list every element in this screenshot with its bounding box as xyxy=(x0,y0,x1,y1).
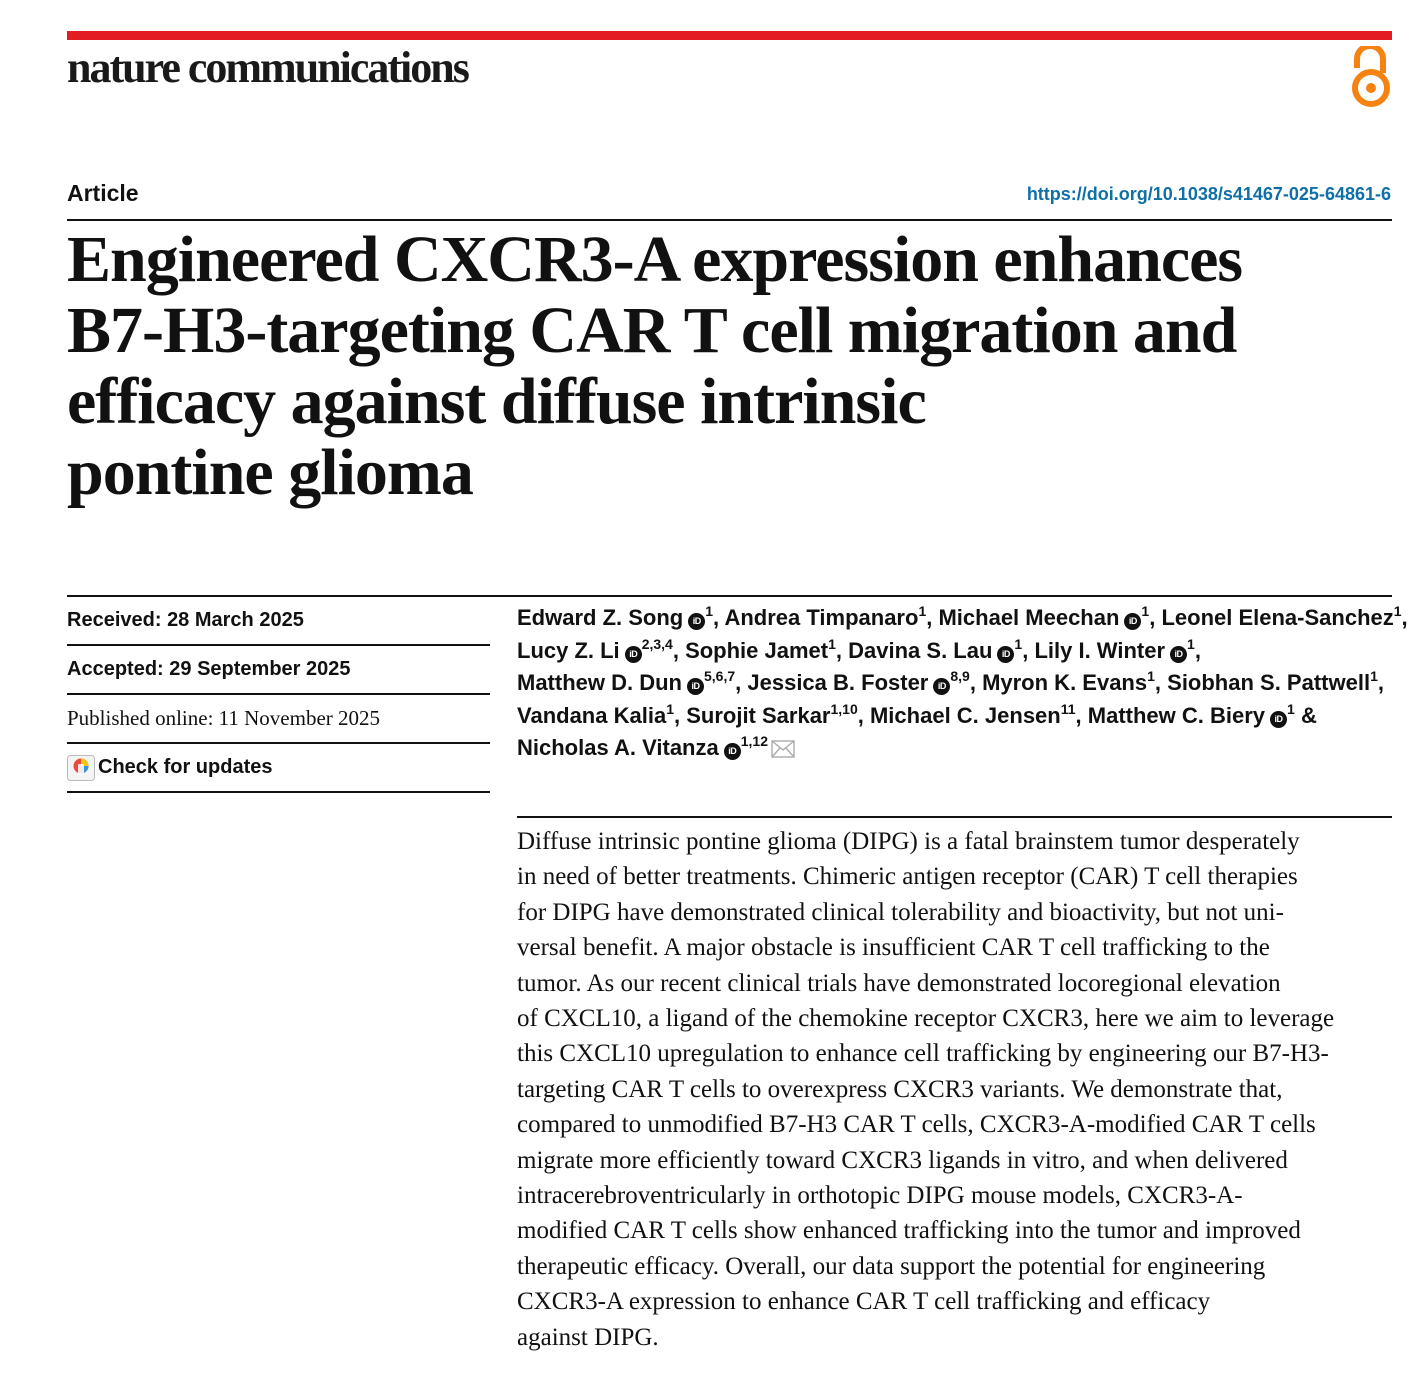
open-access-icon[interactable] xyxy=(1349,46,1393,110)
journal-name[interactable]: nature communications xyxy=(67,43,468,92)
abstract-line: in need of better treatments. Chimeric antigen receptor (CAR) T cell therapies xyxy=(517,863,1298,891)
published-label: Published online: xyxy=(67,706,214,730)
check-for-updates-button[interactable] xyxy=(67,744,490,793)
orcid-icon[interactable]: iD xyxy=(724,743,741,760)
affiliation-number: 1 xyxy=(1014,635,1023,652)
abstract-line: compared to unmodified B7-H3 CAR T cells, CXCR3-A-modified CAR T cells xyxy=(517,1111,1316,1139)
author-name[interactable]: Lily I. Winter xyxy=(1034,637,1166,663)
abstract-line: against DIPG. xyxy=(517,1323,659,1351)
received-date xyxy=(67,597,490,646)
accepted-value: 29 September 2025 xyxy=(169,658,351,680)
author-name[interactable]: Matthew D. Dun xyxy=(517,670,682,695)
email-icon[interactable] xyxy=(771,740,795,758)
author-name[interactable]: Siobhan S. Pattwell xyxy=(1167,670,1371,695)
author-name[interactable]: Matthew C. Biery xyxy=(1087,702,1266,728)
affiliation-number: 1 xyxy=(918,603,927,619)
abstract-line: migrate more efficiently toward CXCR3 ligands in vitro, and when delivered xyxy=(517,1146,1288,1174)
affiliation-number: 1 xyxy=(828,635,836,652)
published-value: 11 November 2025 xyxy=(218,706,381,730)
article-title xyxy=(67,224,1367,508)
affiliation-number: 1 xyxy=(1393,603,1402,619)
affiliation-number: 5,6,7 xyxy=(704,668,736,684)
author-name[interactable]: Jessica B. Foster xyxy=(747,670,929,695)
author-name[interactable]: Michael Meechan xyxy=(938,605,1120,630)
affiliation-number: 1 xyxy=(1147,668,1155,684)
affiliation-number: 1 xyxy=(1141,603,1150,619)
received-label: Received: xyxy=(67,609,162,631)
author-line: Edward Z. Song $iD^1$, Andrea Timpanaro$^1$, Michael Meechan $iD^1$, Leonel Elena-Sanchez$^1$, xyxy=(517,603,1408,630)
author-list xyxy=(517,602,1408,765)
affiliation-number: 1 xyxy=(1287,700,1295,717)
author-name[interactable]: Andrea Timpanaro xyxy=(724,605,919,630)
author-name[interactable]: Nicholas A. Vitanza xyxy=(517,735,719,760)
affiliation-number: 2,3,4 xyxy=(641,635,673,652)
abstract xyxy=(517,824,1397,1355)
author-name[interactable]: Sophie Jamet xyxy=(685,637,829,663)
orcid-icon[interactable]: iD xyxy=(688,613,705,630)
author-name[interactable]: Edward Z. Song xyxy=(517,605,684,630)
header-divider xyxy=(67,219,1392,221)
author-line xyxy=(517,732,1397,765)
published-date xyxy=(67,695,490,744)
check-for-updates-icon xyxy=(67,755,95,781)
author-name[interactable]: Davina S. Lau xyxy=(848,637,993,663)
check-for-updates-label: Check for updates xyxy=(98,756,273,778)
author-name[interactable]: Surojit Sarkar xyxy=(686,702,831,728)
orcid-icon[interactable]: iD xyxy=(625,646,642,663)
abstract-divider xyxy=(517,816,1392,818)
orcid-icon[interactable]: iD xyxy=(1124,613,1141,630)
affiliation-number: 1 xyxy=(705,603,714,619)
affiliation-number: 1,10 xyxy=(830,700,858,717)
received-value: 28 March 2025 xyxy=(167,609,304,631)
accepted-date xyxy=(67,646,490,695)
abstract-line: versal benefit. A major obstacle is insufficient CAR T cell trafficking to the xyxy=(517,934,1270,962)
abstract-line: CXCR3-A expression to enhance CAR T cell trafficking and efficacy xyxy=(517,1288,1211,1316)
article-type: Article xyxy=(67,180,139,206)
author-name[interactable]: Myron K. Evans xyxy=(982,670,1148,695)
dates-sidebar xyxy=(67,597,490,793)
author-name[interactable]: Lucy Z. Li xyxy=(517,637,620,663)
title-line: B7-H3-targeting CAR T cell migration and xyxy=(67,294,1237,367)
accepted-label: Accepted: xyxy=(67,658,164,680)
title-line: efficacy against diffuse intrinsic xyxy=(67,365,926,438)
affiliation-number: 1 xyxy=(1187,635,1195,652)
orcid-icon[interactable]: iD xyxy=(687,678,704,695)
author-line: Lucy Z. Li iD$^{2,3,4}$, Sophie Jamet$^1$, Davina S. Lau $iD^1$, Lily I. Winter $iD^1$, xyxy=(517,635,1201,663)
orcid-icon[interactable]: iD xyxy=(1270,711,1287,728)
affiliation-number: 1,12 xyxy=(740,733,768,749)
title-line: Engineered CXCR3-A expression enhances xyxy=(67,223,1243,296)
abstract-line: this CXCL10 upregulation to enhance cell trafficking by engineering our B7-H3- xyxy=(517,1040,1329,1068)
abstract-line: tumor. As our recent clinical trials have demonstrated locoregional elevation xyxy=(517,969,1281,997)
doi-link[interactable]: https://doi.org/10.1038/s41467-025-64861-6 xyxy=(1026,184,1391,204)
abstract-line: therapeutic efficacy. Overall, our data support the potential for engineering xyxy=(517,1252,1266,1280)
abstract-line: modified CAR T cells show enhanced trafficking into the tumor and improved xyxy=(517,1217,1301,1245)
affiliation-number: 1 xyxy=(666,700,674,717)
author-line: Matthew D. Dun iD$^{5,6,7}$, Jessica B. Foster iD$^{8,9}$, Myron K. Evans$^1$, Siobhan S. Pattwell$^1$, xyxy=(517,668,1384,695)
abstract-line: for DIPG have demonstrated clinical tolerability and bioactivity, but not uni- xyxy=(517,898,1284,926)
affiliation-number: 8,9 xyxy=(950,668,970,684)
orcid-icon[interactable]: iD xyxy=(933,678,950,695)
author-name[interactable]: Michael C. Jensen xyxy=(869,702,1061,728)
abstract-line: of CXCL10, a ligand of the chemokine receptor CXCR3, here we aim to leverage xyxy=(517,1005,1335,1033)
affiliation-number: 11 xyxy=(1060,700,1076,717)
author-line: Vandana Kalia$^1$, Surojit Sarkar$^{1,10}$, Michael C. Jensen$^{11}$, Matthew C. Biery $iD^1$ & xyxy=(517,700,1317,728)
orcid-icon[interactable]: iD xyxy=(997,646,1014,663)
author-name[interactable]: Vandana Kalia xyxy=(517,702,667,728)
journal-accent-bar xyxy=(67,31,1392,40)
affiliation-number: 1 xyxy=(1370,668,1378,684)
abstract-line: targeting CAR T cells to overexpress CXCR3 variants. We demonstrate that, xyxy=(517,1075,1283,1103)
orcid-icon[interactable]: iD xyxy=(1170,646,1187,663)
author-name[interactable]: Leonel Elena-Sanchez xyxy=(1161,605,1394,630)
abstract-line: intracerebroventricularly in orthotopic DIPG mouse models, CXCR3-A- xyxy=(517,1182,1243,1210)
abstract-line: Diffuse intrinsic pontine glioma (DIPG) is a fatal brainstem tumor desperately xyxy=(517,828,1300,855)
title-line: pontine glioma xyxy=(67,436,473,509)
